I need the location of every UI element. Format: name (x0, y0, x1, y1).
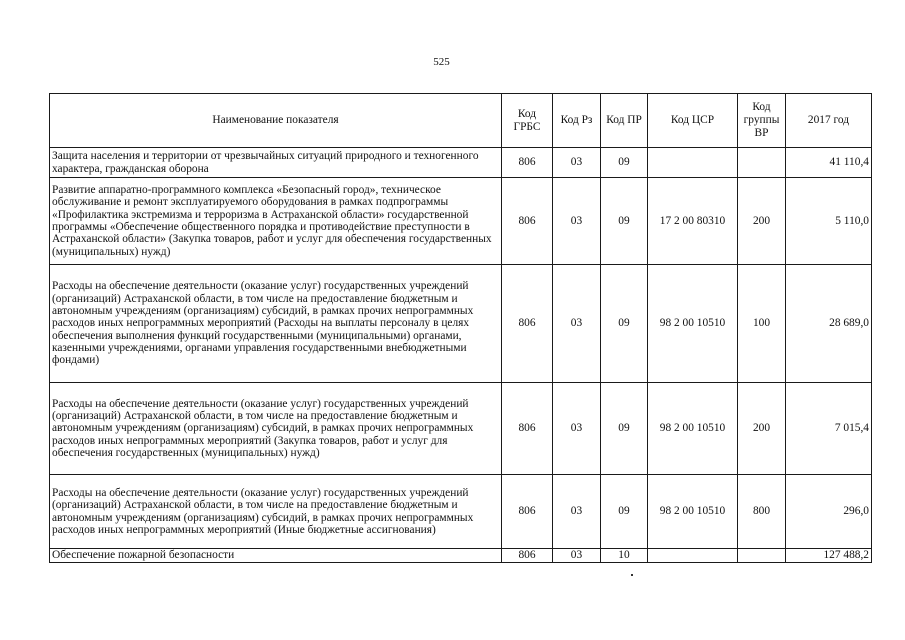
table-row (50, 475, 872, 549)
row-vr: 200 (738, 178, 786, 265)
row-grbs: 806 (502, 475, 553, 549)
row-pr: 09 (601, 265, 648, 383)
row-amount: 296,0 (786, 475, 872, 549)
row-vr (738, 148, 786, 178)
row-csr: 98 2 00 10510 (648, 383, 738, 475)
table-row (50, 549, 872, 563)
row-csr: 98 2 00 10510 (648, 475, 738, 549)
row-amount: 41 110,4 (786, 148, 872, 178)
row-rz: 03 (553, 383, 601, 475)
row-name: Защита населения и территории от чрезвычайных ситуаций природного и техногенного характера, гражданская оборона (50, 148, 502, 178)
scan-speck (631, 574, 633, 576)
budget-table (49, 93, 872, 563)
header-year: 2017 год (786, 94, 872, 148)
row-grbs: 806 (502, 265, 553, 383)
row-csr (648, 549, 738, 563)
row-name: Расходы на обеспечение деятельности (оказание услуг) государственных учреждений (организаций) Астраханской области, в том числе на предоставление бюджетным и автономным учреждениям (организациям) субсидий, в рамках прочих непрограммных расходов иных непрограммных мероприятий (Расходы на выплаты персоналу в целях обеспечения выполнения функций государственными (муниципальными) органами, казенными учреждениями, органами управления государственными внебюджетными фондами) (50, 265, 502, 383)
row-pr: 09 (601, 475, 648, 549)
header-pr: Код ПР (601, 94, 648, 148)
row-rz: 03 (553, 475, 601, 549)
row-grbs: 806 (502, 383, 553, 475)
page-number: 525 (433, 56, 450, 68)
row-amount: 28 689,0 (786, 265, 872, 383)
row-name: Обеспечение пожарной безопасности (50, 549, 502, 563)
row-grbs: 806 (502, 148, 553, 178)
row-csr: 98 2 00 10510 (648, 265, 738, 383)
row-name: Расходы на обеспечение деятельности (оказание услуг) государственных учреждений (организаций) Астраханской области, в том числе на предоставление бюджетным и автономным учреждениям (организациям) субсидий, в рамках прочих непрограммных расходов иных непрограммных мероприятий (Закупка товаров, работ и услуг для обеспечения государственных (муниципальных) нужд) (50, 383, 502, 475)
header-grbs: Код ГРБС (502, 94, 553, 148)
row-rz: 03 (553, 265, 601, 383)
row-amount: 7 015,4 (786, 383, 872, 475)
row-rz: 03 (553, 148, 601, 178)
header-vr: Код группы ВР (738, 94, 786, 148)
header-name: Наименование показателя (50, 94, 502, 148)
row-vr (738, 549, 786, 563)
header-row (50, 94, 872, 148)
row-pr: 09 (601, 148, 648, 178)
row-amount: 127 488,2 (786, 549, 872, 563)
table-row (50, 148, 872, 178)
row-rz: 03 (553, 178, 601, 265)
row-pr: 09 (601, 383, 648, 475)
row-grbs: 806 (502, 178, 553, 265)
table-row (50, 178, 872, 265)
row-name: Расходы на обеспечение деятельности (оказание услуг) государственных учреждений (организаций) Астраханской области, в том числе на предоставление бюджетным и автономным учреждениям (организациям) субсидий, в рамках прочих непрограммных расходов иных непрограммных мероприятий (Иные бюджетные ассигнования) (50, 475, 502, 549)
row-vr: 200 (738, 383, 786, 475)
header-rz: Код Рз (553, 94, 601, 148)
row-name: Развитие аппаратно-программного комплекса «Безопасный город», техническое обслуживание и ремонт эксплуатируемого оборудования в рамках подпрограммы «Профилактика экстремизма и терроризма в Астраханской области» государственной программы «Обеспечение общественного порядка и противодействие преступности в Астраханской области» (Закупка товаров, работ и услуг для обеспечения государственных (муниципальных) нужд) (50, 178, 502, 265)
row-pr: 10 (601, 549, 648, 563)
table-row (50, 383, 872, 475)
row-grbs: 806 (502, 549, 553, 563)
row-rz: 03 (553, 549, 601, 563)
header-csr: Код ЦСР (648, 94, 738, 148)
row-vr: 100 (738, 265, 786, 383)
row-pr: 09 (601, 178, 648, 265)
row-csr (648, 148, 738, 178)
row-amount: 5 110,0 (786, 178, 872, 265)
row-vr: 800 (738, 475, 786, 549)
row-csr: 17 2 00 80310 (648, 178, 738, 265)
table-row (50, 265, 872, 383)
